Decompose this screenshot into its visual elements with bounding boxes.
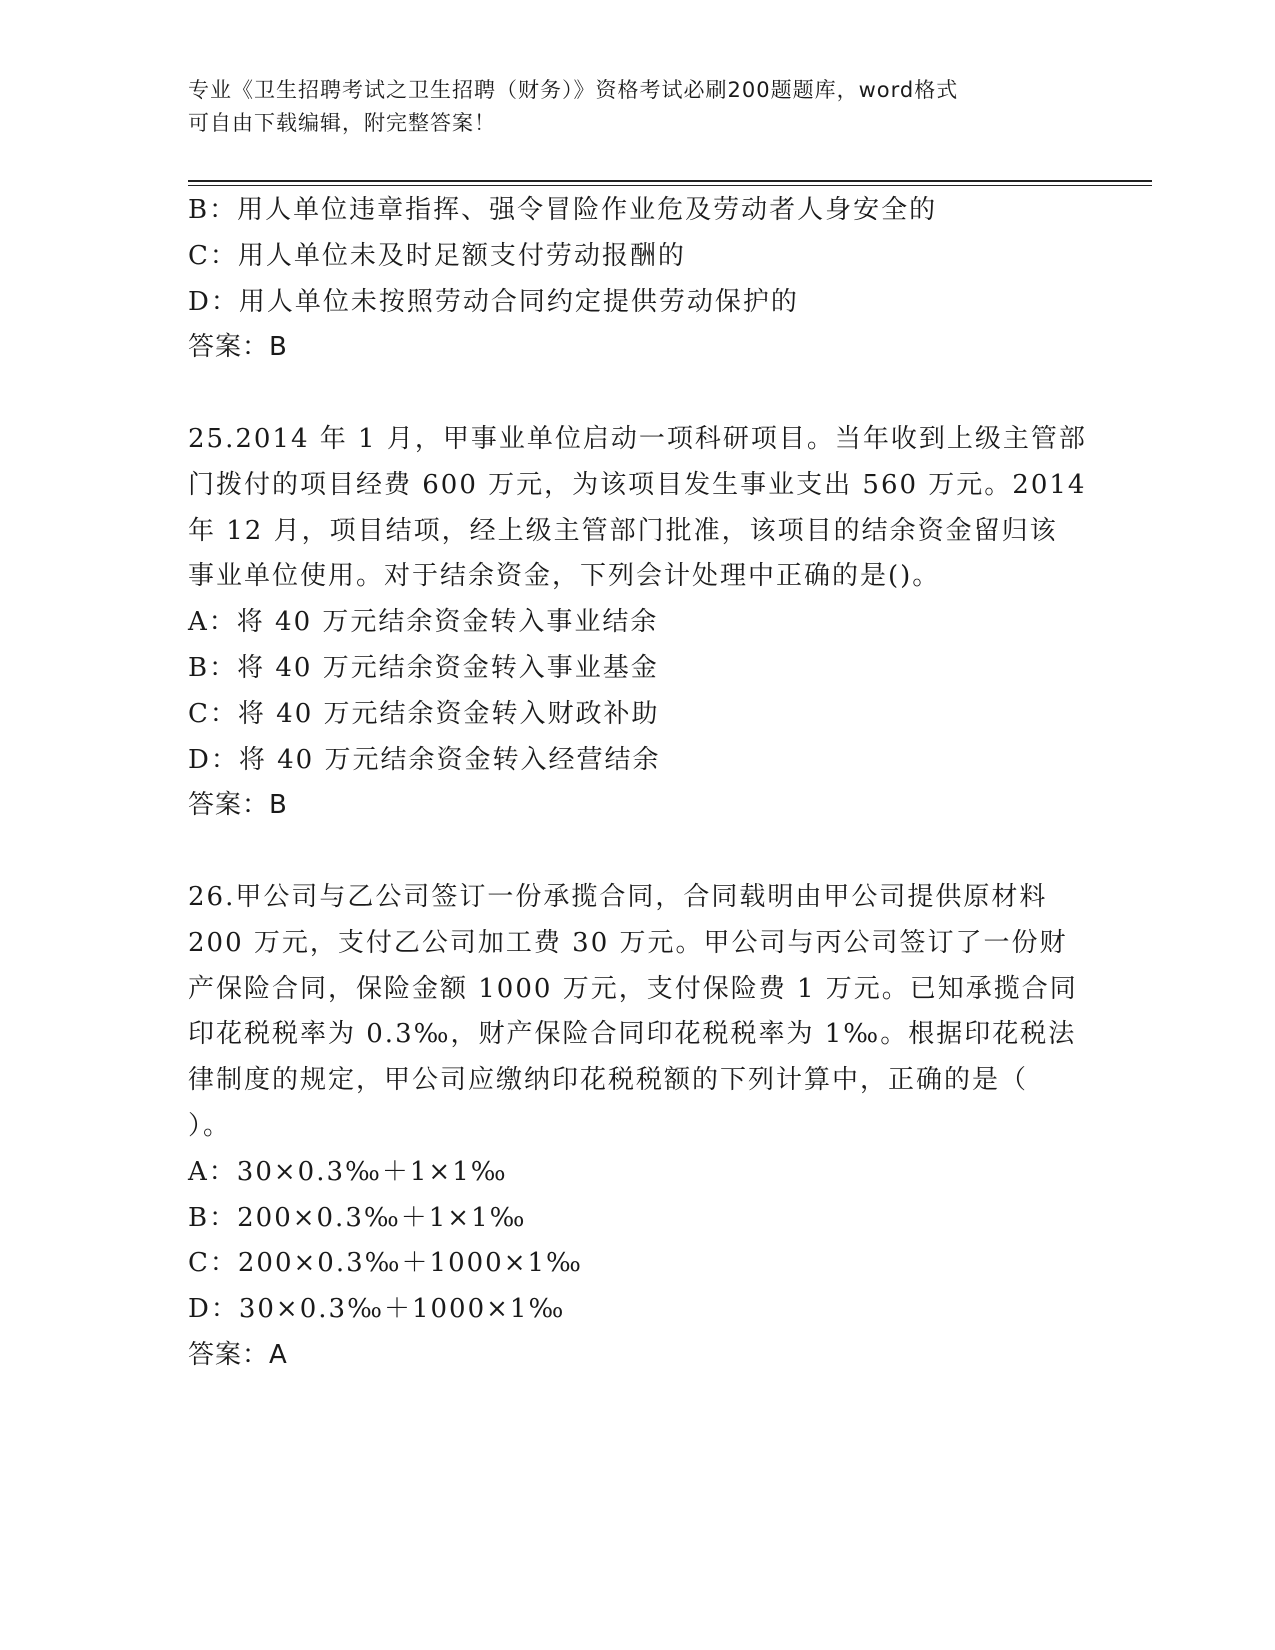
header-title-line-1: 专业《卫生招聘考试之卫生招聘（财务）》资格考试必刷200题题库，word格式 [188, 78, 959, 102]
option-d: D：30×0.3‰＋1000×1‰ [188, 1294, 566, 1325]
question-text-line: 印花税税率为 0.3‰，财产保险合同印花税税率为 1‰。根据印花税法 [188, 1019, 1077, 1050]
prev-question-block [188, 188, 1088, 371]
question-text-line: 产保险合同，保险金额 1000 万元，支付保险费 1 万元。已知承揽合同 [188, 973, 1078, 1004]
option-b: B：将 40 万元结余资金转入事业基金 [188, 652, 659, 683]
page-header [188, 74, 1068, 140]
header-title-line-2: 可自由下载编辑，附完整答案！ [188, 111, 496, 135]
spacer [188, 371, 1088, 417]
question-text-line: 200 万元，支付乙公司加工费 30 万元。甲公司与丙公司签订了一份财 [188, 927, 1068, 958]
option-c: C：将 40 万元结余资金转入财政补助 [188, 698, 660, 729]
header-divider-thin [188, 185, 1152, 186]
question-text-line: 事业单位使用。对于结余资金，下列会计处理中正确的是()。 [188, 561, 941, 592]
spacer [188, 829, 1088, 875]
header-divider [188, 180, 1152, 182]
option-b: B：用人单位违章指挥、强令冒险作业危及劳动者人身安全的 [188, 195, 938, 225]
question-text-line: 26.甲公司与乙公司签订一份承揽合同，合同载明由甲公司提供原材料 [188, 881, 1048, 912]
option-a: A：30×0.3‰＋1×1‰ [188, 1156, 508, 1187]
option-c: C：用人单位未及时足额支付劳动报酬的 [188, 240, 686, 271]
question-text-line: 律制度的规定，甲公司应缴纳印花税税额的下列计算中，正确的是（ [188, 1065, 1029, 1096]
option-d: D：用人单位未按照劳动合同约定提供劳动保护的 [188, 286, 799, 317]
option-c: C：200×0.3‰＋1000×1‰ [188, 1248, 583, 1279]
option-d: D：将 40 万元结余资金转入经营结余 [188, 744, 661, 775]
question-text-line: ）。 [188, 1110, 232, 1141]
question-text-line: 年 12 月，项目结项，经上级主管部门批准，该项目的结余资金留归该 [188, 515, 1058, 546]
option-a: A：将 40 万元结余资金转入事业结余 [188, 607, 659, 638]
question-26 [188, 875, 1088, 1379]
option-b: B：200×0.3‰＋1×1‰ [188, 1202, 527, 1233]
document-body [188, 188, 1088, 1379]
answer: 答案：B [188, 332, 288, 363]
question-text-line: 门拨付的项目经费 600 万元，为该项目发生事业支出 560 万元。2014 [188, 469, 1087, 500]
question-25 [188, 417, 1088, 829]
answer: 答案：B [188, 790, 288, 821]
answer: 答案：A [188, 1339, 288, 1370]
question-text-line: 25.2014 年 1 月，甲事业单位启动一项科研项目。当年收到上级主管部 [188, 423, 1087, 454]
